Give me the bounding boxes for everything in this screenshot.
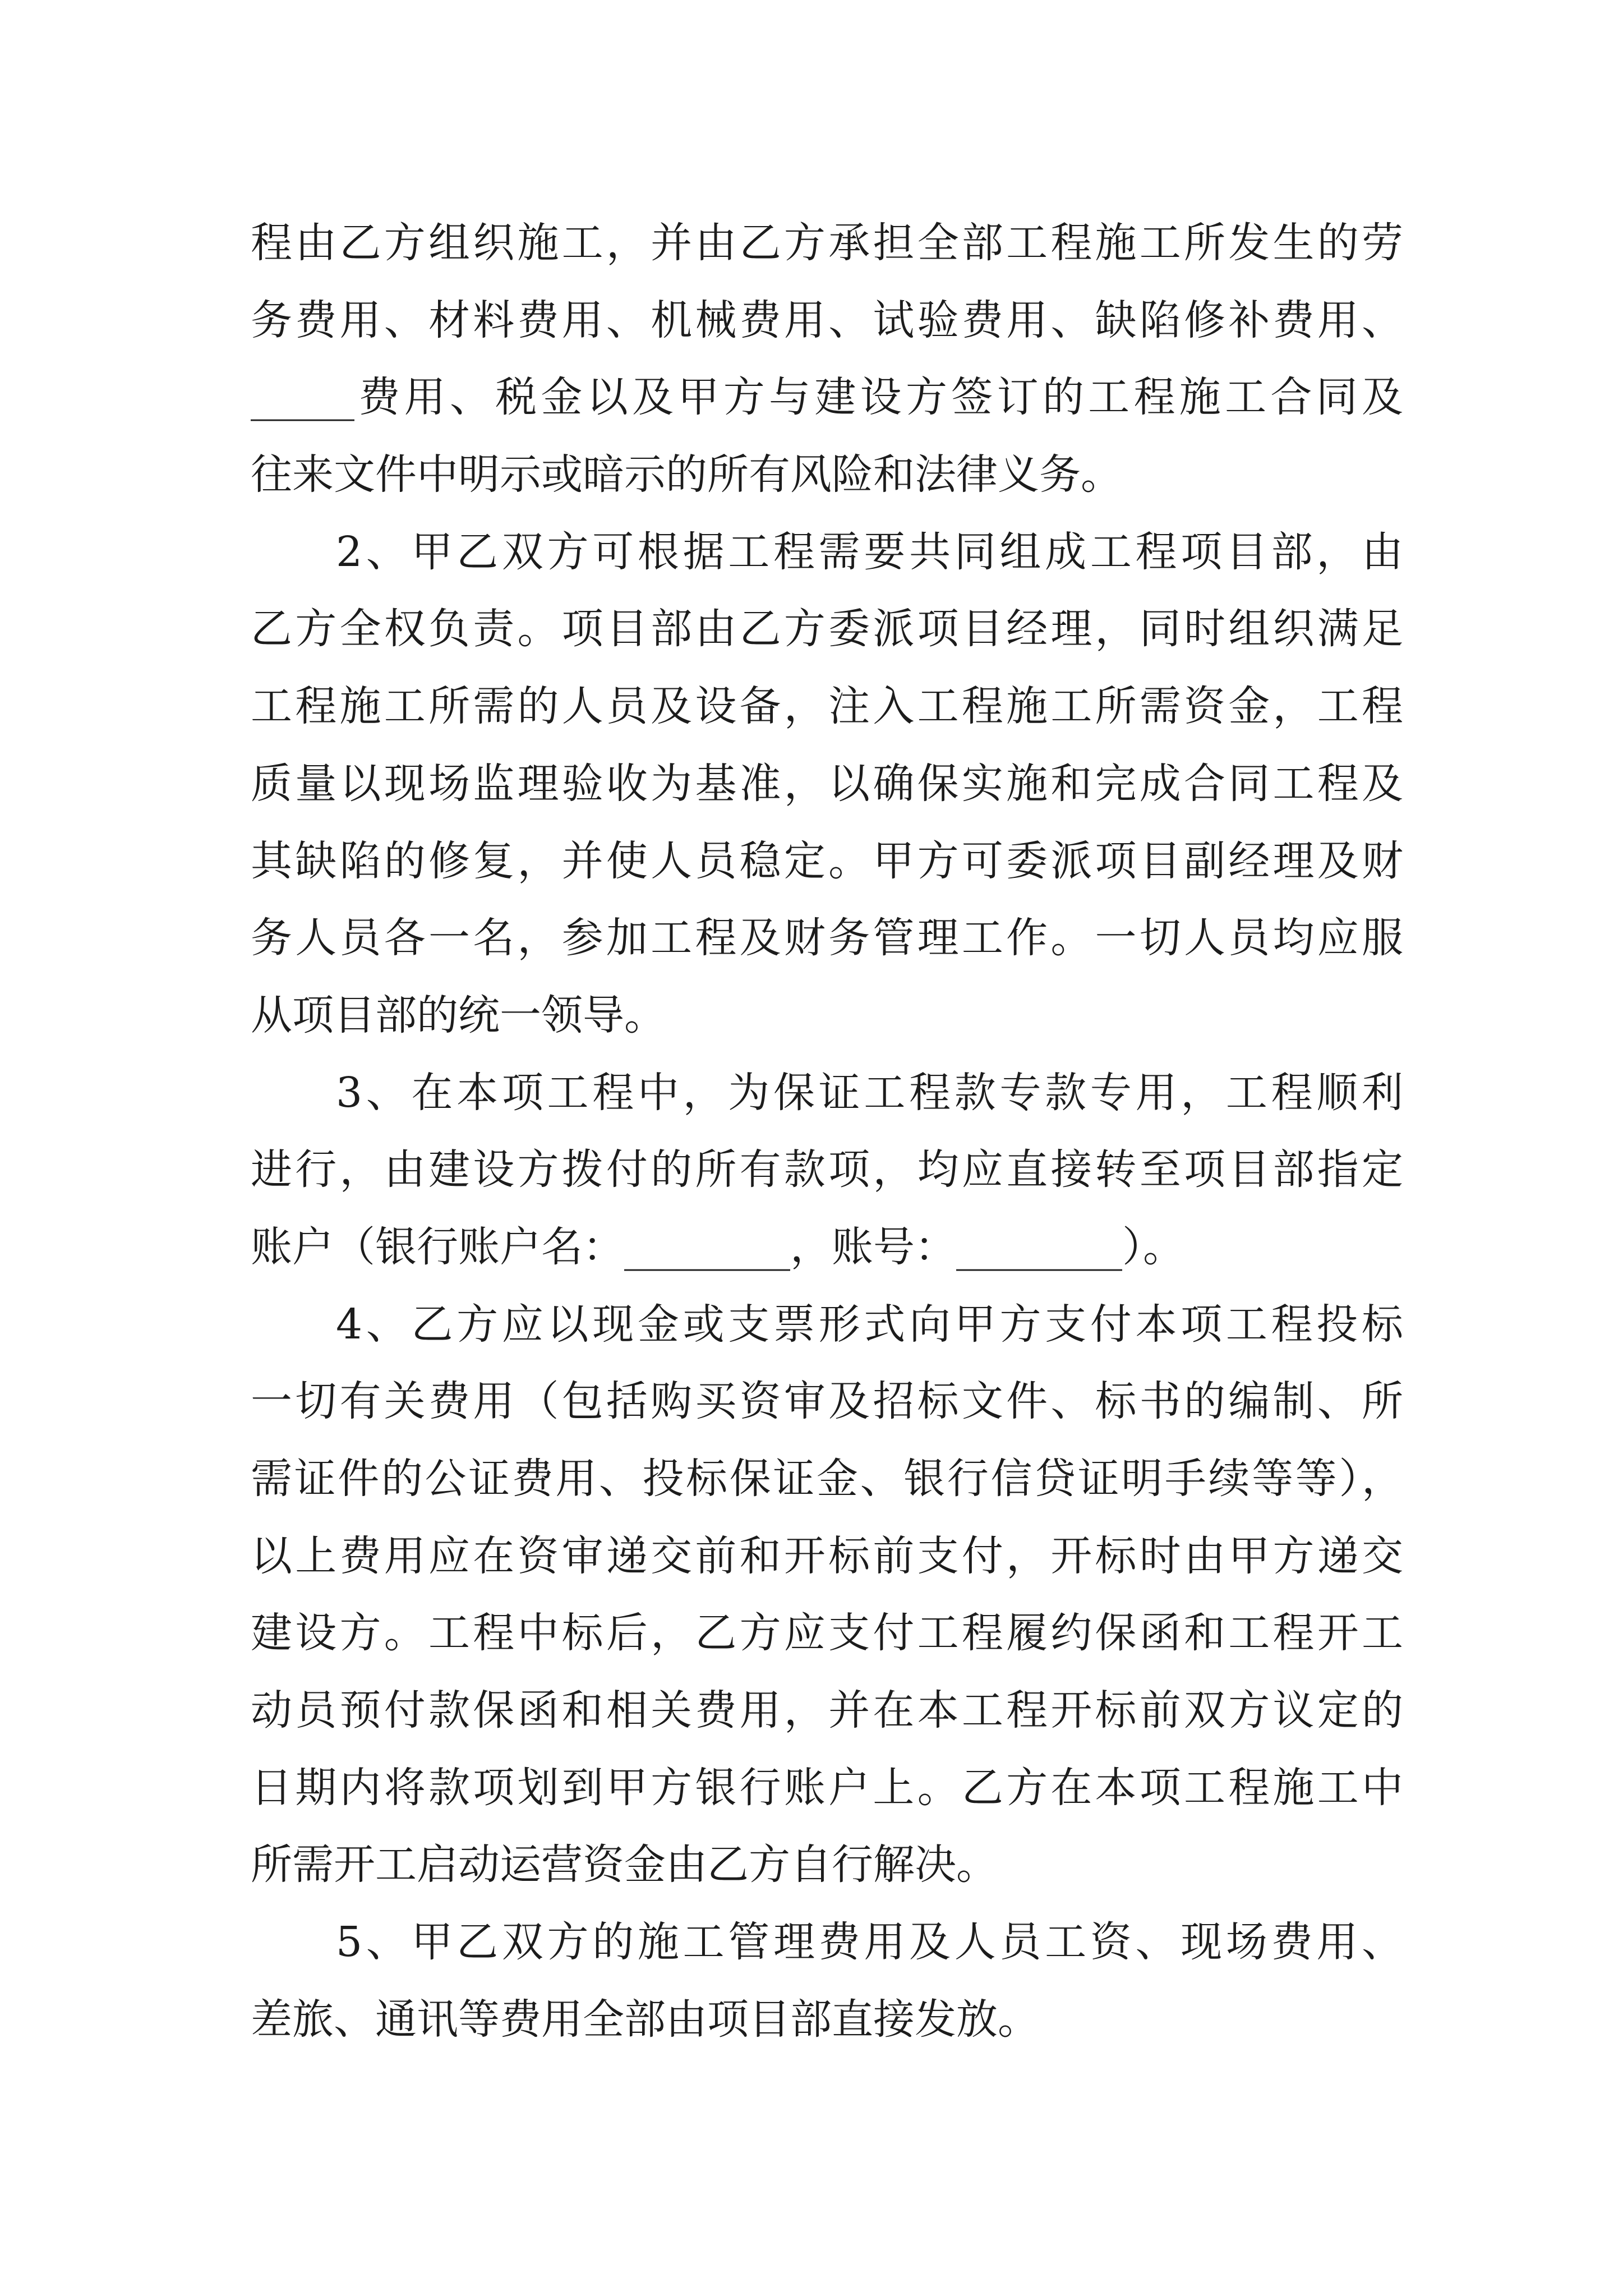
text-line: 质量以现场监理验收为基准，以确保实施和完成合同工程及 (251, 759, 1403, 808)
text-line: 4、乙方应以现金或支票形式向甲方支付本项工程投标 (336, 1300, 1403, 1349)
text-line: 5、甲乙双方的施工管理费用及人员工资、现场费用、 (336, 1918, 1403, 1967)
paragraph (251, 205, 1403, 514)
text-line: 动员预付款保函和相关费用，并在本工程开标前双方议定的 (251, 1686, 1403, 1735)
text-line: 务费用、材料费用、机械费用、试验费用、缺陷修补费用、 (251, 296, 1403, 344)
paragraph (251, 1286, 1403, 1904)
text-line: 2、甲乙双方可根据工程需要共同组成工程项目部，由 (336, 527, 1403, 576)
text-line: 务人员各一名，参加工程及财务管理工作。一切人员均应服 (251, 914, 1403, 963)
text-line: 工程施工所需的人员及设备，注入工程施工所需资金，工程 (251, 682, 1403, 731)
paragraph (251, 1904, 1403, 2058)
text-line: 程由乙方组织施工，并由乙方承担全部工程施工所发生的劳 (251, 219, 1403, 267)
text-line: 3、在本项工程中，为保证工程款专款专用，工程顺利 (336, 1068, 1403, 1117)
text-line: 以上费用应在资审递交前和开标前支付，开标时由甲方递交 (251, 1531, 1403, 1580)
text-line: 需证件的公证费用、投标保证金、银行信贷证明手续等等）， (251, 1455, 1403, 1503)
text-line: 从项目部的统一领导。 (251, 991, 666, 1039)
text-line: 建设方。工程中标后，乙方应支付工程履约保函和工程开工 (251, 1609, 1403, 1658)
text-line: 往来文件中明示或暗示的所有风险和法律义务。 (251, 450, 1122, 499)
paragraph (251, 514, 1403, 1055)
paragraph (251, 1055, 1403, 1286)
text-line: 一切有关费用（包括购买资审及招标文件、标书的编制、所 (251, 1377, 1403, 1426)
text-line: 乙方全权负责。项目部由乙方委派项目经理，同时组织满足 (251, 605, 1403, 654)
text-line: 进行，由建设方拨付的所有款项，均应直接转至项目部指定 (251, 1145, 1403, 1194)
text-line: 其缺陷的修复，并使人员稳定。甲方可委派项目副经理及财 (251, 836, 1403, 885)
text-line: _____费用、税金以及甲方与建设方签订的工程施工合同及 (251, 373, 1403, 422)
document-body (251, 205, 1403, 2059)
text-line: 所需开工启动运营资金由乙方自行解决。 (251, 1841, 998, 1889)
text-line: 账户（银行账户名：________，账号：________）。 (251, 1222, 1184, 1271)
text-line: 差旅、通讯等费用全部由项目部直接发放。 (251, 1995, 1039, 2044)
text-line: 日期内将款项划到甲方银行账户上。乙方在本项工程施工中 (251, 1763, 1403, 1812)
